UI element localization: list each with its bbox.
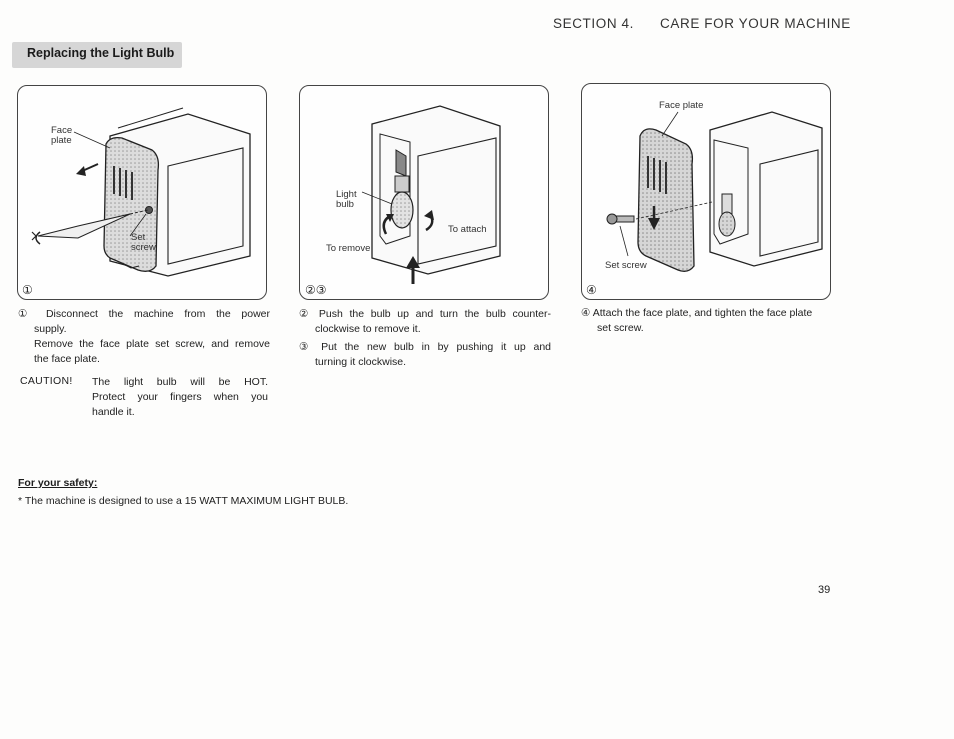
figure-3-panel	[581, 83, 831, 300]
step-2-line2: clockwise to remove it.	[315, 323, 421, 335]
step-4-number: ④	[581, 307, 591, 319]
section-header	[553, 16, 851, 31]
step-1-line3: Remove the face plate set screw, and remove	[34, 338, 270, 350]
figure-3-step-marker: ④	[586, 283, 597, 297]
label-set-screw	[131, 233, 156, 253]
label-face-plate-line1: Face	[51, 125, 73, 136]
step-3-instructions	[299, 340, 551, 370]
step-4-instructions	[581, 306, 837, 336]
section-title: CARE FOR YOUR MACHINE	[660, 16, 851, 31]
page-number: 39	[818, 584, 831, 596]
caution-label: CAUTION!	[20, 375, 73, 387]
label-light-bulb	[336, 190, 357, 210]
label-face-plate-fig3: Face plate	[659, 100, 704, 111]
step-2-instructions	[299, 307, 551, 337]
caution-text	[92, 375, 268, 420]
label-set-screw-fig3: Set screw	[605, 260, 647, 271]
step-1-line1: Disconnect the machine from the power	[45, 308, 271, 320]
figure-1-panel	[17, 85, 267, 300]
step-4-line1: Attach the face plate, and tighten the face plate	[592, 307, 813, 319]
safety-title: For your safety:	[18, 477, 98, 489]
figure-1-illustration	[18, 86, 266, 299]
step-3-line1: Put the new bulb in by pushing it up and	[321, 341, 552, 353]
label-to-remove: To remove	[326, 243, 371, 254]
step-4-line2: set screw.	[597, 322, 644, 334]
step-3-number: ③	[299, 341, 314, 353]
label-set-screw-line1: Set	[131, 232, 146, 243]
label-light-bulb-line1: Light	[336, 189, 357, 200]
step-1-line2: supply.	[34, 323, 67, 335]
label-light-bulb-line2: bulb	[336, 199, 354, 210]
figure-1-step-marker: ①	[22, 283, 33, 297]
step-1-line4: the face plate.	[34, 353, 100, 365]
caution-line2: Protect your fingers when you	[92, 391, 268, 403]
caution-line1: The light bulb will be HOT.	[92, 376, 268, 388]
figure-2-step-marker: ②③	[305, 283, 327, 297]
section-number: SECTION 4.	[553, 16, 635, 31]
step-2-line1: Push the bulb up and turn the bulb counter-	[318, 308, 551, 320]
step-3-line2: turning it clockwise.	[315, 356, 407, 368]
label-to-attach: To attach	[448, 224, 487, 235]
step-1-number: ①	[18, 308, 36, 320]
step-1-instructions	[18, 307, 270, 367]
caution-line3: handle it.	[92, 406, 135, 418]
safety-text: * The machine is designed to use a 15 WATT MAXIMUM LIGHT BULB.	[18, 495, 349, 507]
label-face-plate	[51, 126, 72, 146]
figure-2-panel	[299, 85, 549, 300]
label-face-plate-line2: plate	[51, 135, 72, 146]
label-set-screw-line2: screw	[131, 242, 156, 253]
step-2-number: ②	[299, 308, 313, 320]
page-subtitle: Replacing the Light Bulb	[27, 46, 175, 60]
